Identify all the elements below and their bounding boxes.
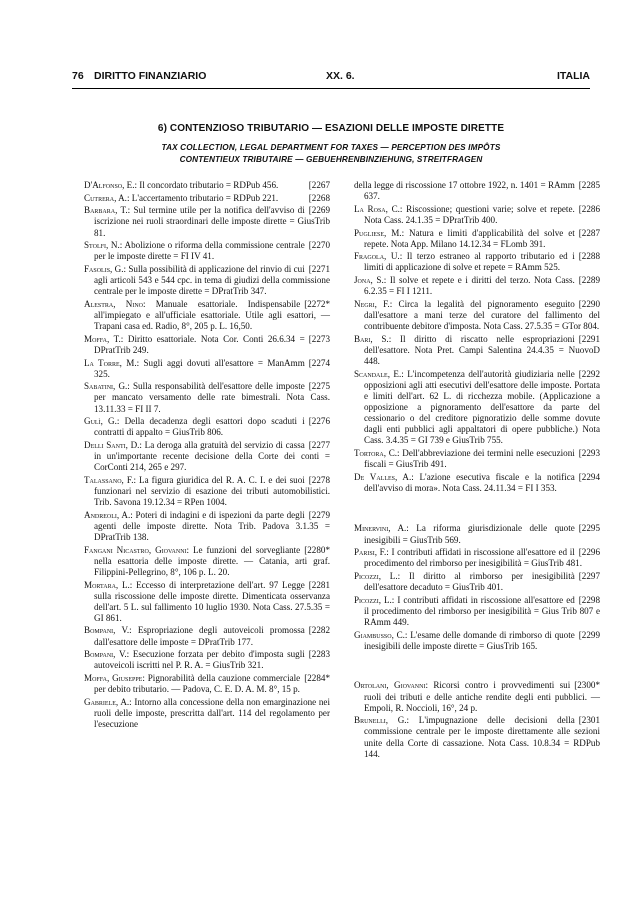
- entry-author: Stolfi, N.:: [84, 240, 123, 251]
- bibliography-entry: [354, 204, 600, 226]
- entry-number: [2285: [578, 180, 600, 190]
- entry-author: Brunelli, G.:: [354, 715, 410, 726]
- section-subtitles: [72, 142, 590, 166]
- entry-author: Fangani Nicastro, Giovanni:: [84, 544, 190, 555]
- bibliography-entry: [84, 545, 330, 578]
- entry-number: [2295: [578, 523, 600, 534]
- entry-author: Delli Santi, D.:: [84, 440, 142, 450]
- entry-text: L'accertamento tributario = RDPub 221.: [131, 192, 279, 203]
- bibliography-entry: [354, 448, 600, 470]
- bibliography-entry: [84, 580, 330, 624]
- entry-text: Ricorsi contro i provvedimenti sui ruoli dei tributi e delle antiche rendite degli enti pubblici. — Empoli, R. Noccioli, 16°, 24 p.: [364, 680, 600, 713]
- entry-text: Della decadenza degli esattori dopo scaduti i contratti di appalto = GiusTrib 806.: [94, 416, 305, 438]
- entry-number: [2297: [578, 571, 600, 582]
- bibliography-entry: [84, 299, 330, 332]
- entry-author: Picozzi, L.:: [354, 594, 395, 605]
- bibliography-entry: [84, 416, 330, 438]
- entry-author: Jona, S.:: [354, 275, 387, 286]
- entry-number: [2284*: [304, 673, 330, 684]
- entry-number: [2269: [308, 205, 330, 216]
- bibliography-entry: [354, 334, 600, 367]
- entry-number: [2268: [308, 192, 330, 203]
- entry-author: Minervini, A.:: [354, 523, 409, 534]
- entry-author: Gulì, G.:: [84, 416, 120, 427]
- entry-text: Sugli aggi dovuti all'esattore = ManAmm 325.: [94, 357, 305, 379]
- bibliography-entry: [354, 523, 600, 545]
- bibliography-entry: [84, 510, 330, 543]
- entry-author: Bompani, V.:: [84, 649, 130, 660]
- entry-text: Manuale esattoriale. Indispensabile all'impiegato e all'ufficiale esattoriale. Utile agli esattori, — Trapani casa ed. Radio, 8°, 205 p. L. 16,50.: [94, 298, 330, 332]
- entry-number: [2273: [308, 333, 330, 344]
- entry-text: Poteri di indagini e di ispezioni da parte degli agenti delle imposte dirette. Nota Trib. Padova 3.1.35 = DPratTrib 138.: [94, 509, 330, 542]
- entry-text: Il diritto al rimborso per inesigibilità dell'esattore decaduto = GiusTrib 401.: [364, 571, 575, 593]
- entry-text: Le funzioni del sorvegliante nella esattoria delle imposte dirette. — Catania, arti graf. Filippini-Pellegrino, 8°, 106 p. L. 20.: [94, 544, 330, 577]
- subtitle-line-2: CONTENTIEUX TRIBUTAIRE — GEBUEHRENBINZIEHUNG, STREITFRAGEN: [179, 155, 483, 164]
- entry-text: Dell'abbreviazione dei termini nelle esecuzioni fiscali = GiusTrib 491.: [364, 447, 575, 469]
- entry-number: [2282: [308, 625, 330, 636]
- bibliography-entry: [84, 673, 330, 695]
- entry-text: Sul termine utile per la notifica dell'avviso di iscrizione nei ruoli straordinari delle imposte dirette = GiusTrib 81.: [94, 205, 330, 238]
- entry-author: Moffa, T.:: [84, 333, 124, 344]
- bibliography-entry: [354, 715, 600, 759]
- bibliography-entry: [84, 240, 330, 262]
- entry-text: Pignorabilità della cauzione commerciale per debito tributario. — Padova, C. E. D. A. M. 8°, 15 p.: [94, 673, 301, 695]
- entry-author: Giambusso, C.:: [354, 629, 408, 640]
- entry-author: Moffa, Giuseppe:: [84, 673, 145, 684]
- entry-number: [2291: [578, 333, 600, 344]
- entry-text: L'esame delle domande di rimborso di quote inesigibili delle imposte dirette = GiusTrib 165.: [364, 629, 575, 651]
- entry-number: [2292: [578, 368, 600, 379]
- bibliography-entry: [354, 251, 600, 273]
- group-spacer: [354, 653, 600, 680]
- entry-author: Cutrera, A.:: [84, 192, 130, 203]
- bibliography-entry: [84, 180, 330, 191]
- entry-author: Alestra, Nino:: [84, 298, 146, 309]
- entry-text: Il terzo estraneo al rapporto tributario ed i limiti di applicazione di solve et repete = RAmm 525.: [364, 251, 575, 273]
- bibliography-entry: [84, 193, 330, 204]
- entry-author: Bompani, V.:: [84, 625, 132, 636]
- bibliography-entry: [354, 571, 600, 593]
- country-label: ITALIA: [556, 70, 590, 82]
- entry-number: [2294: [578, 471, 600, 482]
- bibliography-entry: [84, 697, 330, 730]
- entry-text: Il diritto di riscatto nelle espropriazioni dell'esattore. Nota Pret. Campi Salentina 24.4.35 = NuovoD 448.: [364, 333, 600, 366]
- bibliography-entry: [84, 649, 330, 671]
- entry-number: [2286: [578, 203, 600, 214]
- entry-number: [2278: [308, 474, 330, 485]
- entry-author: La Torre, M.:: [84, 357, 140, 368]
- entry-author: Scandale, E.:: [354, 368, 404, 379]
- entry-author: Pugliese, M.:: [354, 227, 405, 238]
- entry-number: [2271: [308, 264, 330, 275]
- left-column: [84, 180, 330, 732]
- entry-text: Intorno alla concessione della non emarginazione nei ruoli delle imposte, prescritta dall'art. 114 del regolamento per l'esecuzione: [94, 696, 330, 729]
- entry-text: Natura e limiti d'applicabilità del solve et repete. Nota App. Milano 14.12.34 = FLomb 391.: [364, 227, 575, 249]
- entry-author: Talassano, F.:: [84, 474, 136, 485]
- entry-author: Tortora, C.:: [354, 447, 400, 458]
- entry-author: Ortolani, Giovanni:: [354, 680, 428, 691]
- entry-number: [2275: [308, 381, 330, 392]
- entry-author: Fragola, U.:: [354, 251, 403, 262]
- running-head: [72, 70, 590, 86]
- entry-text: L'azione esecutiva fiscale e la notifica dell'avviso di mora». Nota Cass. 24.11.34 = FI I 353.: [364, 471, 575, 493]
- entry-text: L'incompetenza dell'autorità giudiziaria nelle opposizioni agli atti esecutivi dell'esattore delle imposte. Portata e limiti dell'art. 62 L. di ricchezza mobile. (Applicazione a opposizione a pignoramento dell'esattore da parte del cessionario o del creditore pignoratizio delle somme dovute dagli enti pubblici agli appaltatori di opere pubbliche.) Nota Cass. 3.4.35 = GI 739 e GiusTrib 755.: [364, 368, 600, 446]
- entry-text: I contributi affidati in riscossione all'esattore ed il procedimento del rimborso per inesigibilità = Gius Trib 807 e RAmm 449.: [364, 594, 600, 627]
- entry-author: La Rosa, C.:: [354, 203, 403, 214]
- entry-number: [2277: [308, 440, 330, 450]
- group-spacer: [354, 495, 600, 523]
- bibliography-entry: [354, 228, 600, 250]
- bibliography-entry: [84, 440, 330, 473]
- bibliography-entry: [84, 358, 330, 380]
- entry-author: D'Alfonso, E.:: [84, 180, 138, 190]
- entry-text: Sulla responsabilità dell'esattore delle imposte per mancato versamento delle rate bimestrali. Nota Cass. 13.11.33 = FI II 7.: [94, 381, 330, 414]
- subtitle-line-1: TAX COLLECTION, LEGAL DEPARTMENT FOR TAXES — PERCEPTION DES IMPÔTS: [161, 143, 501, 152]
- entry-number: [2296: [578, 547, 600, 558]
- bibliography-entry: [84, 625, 330, 647]
- bibliography-entry: [84, 475, 330, 508]
- entry-author: Picozzi, L.:: [354, 571, 401, 582]
- entry-author: Mortara, L.:: [84, 579, 133, 590]
- entry-author: Negri, F.:: [354, 298, 393, 309]
- right-column: [354, 180, 600, 761]
- bibliography-entry: [354, 630, 600, 652]
- entry-text: Abolizione o riforma della commissione centrale per le imposte dirette = FI IV 41.: [94, 240, 305, 262]
- bibliography-entry: [354, 369, 600, 447]
- entry-number: [2274: [308, 357, 330, 368]
- entry-number: [2300*: [574, 680, 600, 691]
- bibliography-entry: [354, 595, 600, 628]
- entry-text: I contributi affidati in riscossione all'esattore ed il procedimento del rimborso per inesigibilità = GiusTrib 481.: [364, 547, 582, 569]
- entry-author: Andreoli, A.:: [84, 509, 133, 520]
- entry-text: Il solve et repete e i diritti del terzo. Nota Cass. 6.2.35 = FI I 1211.: [364, 275, 575, 297]
- section-title: 6) CONTENZIOSO TRIBUTARIO — ESAZIONI DELLE IMPOSTE DIRETTE: [157, 123, 505, 134]
- entry-author: Fasolis, G.:: [84, 264, 127, 275]
- bibliography-entry: [354, 680, 600, 713]
- page-number: 76: [72, 70, 84, 82]
- entry-number: [2287: [578, 227, 600, 238]
- bibliography-entry: [84, 205, 330, 238]
- bibliography-entry: [84, 264, 330, 297]
- entry-author: De Valles, A.:: [354, 471, 414, 482]
- entry-number: [2301: [578, 715, 600, 726]
- bibliography-entry: [354, 180, 600, 202]
- entry-text: Sulla possibilità di applicazione del rinvio di cui agli articoli 543 e 544 cpc. in tema di giudizi della commissione centrale per le imposte dirette = DPratTrib 347.: [94, 264, 330, 297]
- entry-author: Parisi, F.:: [354, 547, 389, 558]
- entry-text: Riscossione; questioni varie; solve et repete. Nota Cass. 24.1.35 = DPratTrib 400.: [364, 203, 575, 225]
- entry-number: [2299: [578, 629, 600, 640]
- bibliography-entry: [354, 275, 600, 297]
- entry-text: Circa la legalità del pignoramento eseguito dall'esattore a mani terze del curatore del fallimento del contribuente debitore d'imposta. Nota Cass. 27.5.35 = GTor 804.: [364, 298, 600, 332]
- journal-title: DIRITTO FINANZIARIO: [94, 70, 207, 82]
- entry-number: [2289: [578, 275, 600, 286]
- entry-number: [2298: [578, 594, 600, 605]
- entry-author: Barbara, T.:: [84, 205, 131, 216]
- entry-text: Diritto esattoriale. Nota Cor. Conti 26.6.34 = DPratTrib 249.: [94, 333, 305, 355]
- entry-author: Bari, S.:: [354, 333, 392, 344]
- volume-number: XX. 6.: [326, 70, 355, 82]
- entry-number: [2276: [308, 416, 330, 427]
- entry-text: Esecuzione forzata per debito d'imposta sugli autoveicoli iscritti nel P. R. A. = GiusTrib 321.: [94, 649, 305, 671]
- entry-number: [2281: [308, 579, 330, 590]
- entry-number: [2267: [308, 180, 330, 190]
- entry-text: La riforma giurisdizionale delle quote inesigibili = GiusTrib 569.: [364, 523, 575, 545]
- entry-text: della legge di riscossione 17 ottobre 1922, n. 1401 = RAmm 637.: [354, 180, 575, 202]
- entry-number: [2270: [308, 240, 330, 251]
- bibliography-entry: [354, 472, 600, 494]
- entry-author: Gabriele, A.:: [84, 696, 132, 707]
- entry-number: [2283: [308, 649, 330, 660]
- entry-text: Espropriazione degli autoveicoli promossa dall'esattore delle imposte = DPratTrib 177.: [94, 625, 305, 647]
- entry-text: Il concordato tributario = RDPub 456.: [139, 180, 279, 190]
- entry-number: [2272*: [304, 298, 330, 309]
- entry-text: Eccesso di interpretazione dell'art. 97 Legge sulla riscossione delle imposte dirette. Dimenticata osservanza dell'art. 5 L. sul fallimento 10 luglio 1930. Nota Cass. 27.5.35 = GI 861.: [94, 579, 330, 623]
- entry-number: [2288: [578, 251, 600, 262]
- entry-number: [2280*: [304, 544, 330, 555]
- entry-text: La figura giuridica del R. A. C. I. e dei suoi funzionari nel servizio di esazione dei tributi automobilistici. Trib. Savona 19.12.34 = RPen 1004.: [94, 474, 330, 508]
- entry-number: [2293: [578, 447, 600, 458]
- header-rule: [72, 88, 590, 89]
- entry-author: Sabatini, G.:: [84, 381, 130, 392]
- entry-number: [2279: [308, 509, 330, 520]
- bibliography-entry: [84, 381, 330, 414]
- bibliography-entry: [84, 334, 330, 356]
- entry-number: [2290: [578, 298, 600, 309]
- entry-text: La deroga alla gratuità del servizio di cassa in un'importante recente decisione della Corte dei conti = CorConti 214, 265 e 297.: [94, 440, 330, 473]
- bibliography-entry: [354, 547, 600, 569]
- entry-text: L'impugnazione delle decisioni della commissione centrale per le imposte direttamente alle sezioni unite della Corte di cassazione. Nota Cass. 10.8.34 = RDPub 144.: [364, 715, 600, 759]
- bibliography-entry: [354, 299, 600, 332]
